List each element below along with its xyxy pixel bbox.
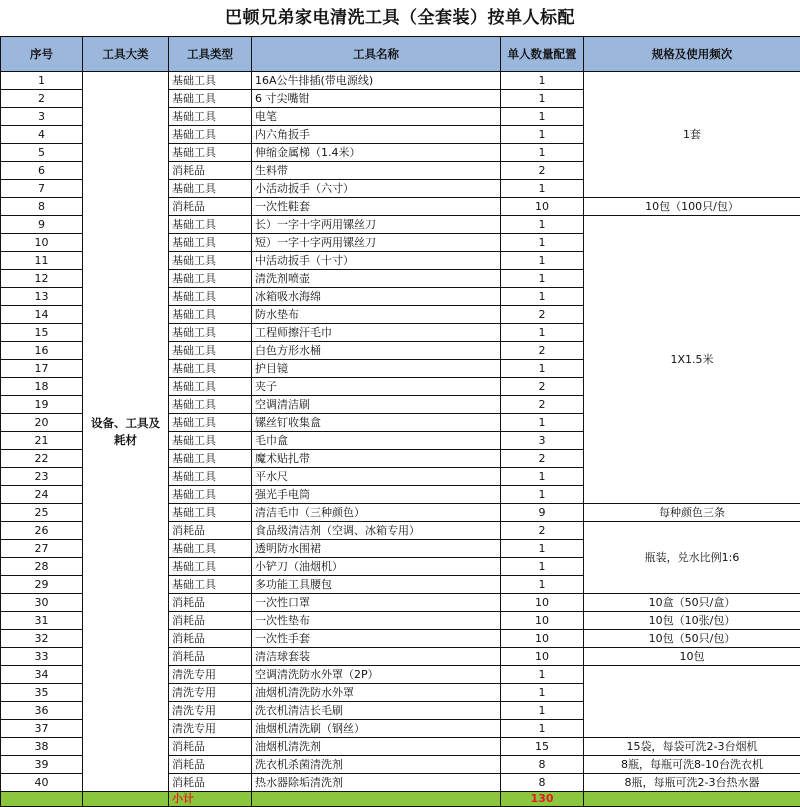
cell-type: 基础工具 [169, 540, 252, 558]
cell-tool-name: 清洗剂喷壶 [252, 270, 501, 288]
cell-type: 基础工具 [169, 126, 252, 144]
cell-qty: 1 [501, 216, 584, 234]
cell-no: 39 [1, 756, 83, 774]
cell-type: 消耗品 [169, 648, 252, 666]
cell-no: 8 [1, 198, 83, 216]
total-label: 小计 [169, 792, 252, 807]
cell-no: 30 [1, 594, 83, 612]
cell-type: 基础工具 [169, 216, 252, 234]
cell-qty: 10 [501, 612, 584, 630]
cell-qty: 15 [501, 738, 584, 756]
cell-no: 40 [1, 774, 83, 792]
cell-category: 设备、工具及耗材 [83, 72, 169, 792]
header-spec: 规格及使用频次 [584, 37, 800, 72]
cell-type: 基础工具 [169, 288, 252, 306]
cell-no: 31 [1, 612, 83, 630]
cell-tool-name: 短）一字十字两用镙丝刀 [252, 234, 501, 252]
cell-type: 清洗专用 [169, 702, 252, 720]
cell-tool-name: 中活动扳手（十寸） [252, 252, 501, 270]
cell-type: 清洗专用 [169, 684, 252, 702]
cell-type: 基础工具 [169, 180, 252, 198]
cell-spec: 1套 [584, 72, 800, 198]
cell-spec: 每种颜色三条 [584, 504, 800, 522]
cell-tool-name: 热水器除垢清洗剂 [252, 774, 501, 792]
cell-type: 消耗品 [169, 162, 252, 180]
cell-type: 基础工具 [169, 306, 252, 324]
cell-qty: 1 [501, 108, 584, 126]
cell-spec: 瓶装，兑水比例1:6 [584, 522, 800, 594]
cell-qty: 8 [501, 774, 584, 792]
cell-tool-name: 清洁毛巾（三种颜色） [252, 504, 501, 522]
cell-type: 清洗专用 [169, 666, 252, 684]
cell-spec: 10包 [584, 648, 800, 666]
table-row [1, 72, 800, 90]
cell-no: 15 [1, 324, 83, 342]
cell-qty: 10 [501, 648, 584, 666]
cell-spec: 10盒（50只/盒） [584, 594, 800, 612]
cell-spec: 1X1.5米 [584, 216, 800, 504]
cell-tool-name: 护目镜 [252, 360, 501, 378]
cell-no: 32 [1, 630, 83, 648]
cell-qty: 1 [501, 558, 584, 576]
cell-tool-name: 6 寸尖嘴钳 [252, 90, 501, 108]
cell-type: 基础工具 [169, 108, 252, 126]
total-empty-2 [83, 792, 169, 807]
cell-type: 基础工具 [169, 432, 252, 450]
cell-tool-name: 小铲刀（油烟机） [252, 558, 501, 576]
cell-tool-name: 清洁球套装 [252, 648, 501, 666]
total-qty: 130 [501, 792, 584, 807]
cell-type: 消耗品 [169, 594, 252, 612]
cell-no: 7 [1, 180, 83, 198]
cell-tool-name: 魔术贴扎带 [252, 450, 501, 468]
cell-tool-name: 洗衣机杀菌清洗剂 [252, 756, 501, 774]
cell-qty: 2 [501, 306, 584, 324]
cell-qty: 10 [501, 198, 584, 216]
cell-no: 6 [1, 162, 83, 180]
cell-type: 基础工具 [169, 576, 252, 594]
cell-no: 28 [1, 558, 83, 576]
cell-qty: 10 [501, 594, 584, 612]
cell-type: 基础工具 [169, 90, 252, 108]
header-row [1, 37, 800, 72]
cell-no: 23 [1, 468, 83, 486]
cell-qty: 1 [501, 468, 584, 486]
cell-tool-name: 一次性口罩 [252, 594, 501, 612]
cell-spec: 10包（100只/包） [584, 198, 800, 216]
cell-qty: 1 [501, 540, 584, 558]
total-row [1, 792, 800, 807]
cell-no: 22 [1, 450, 83, 468]
cell-tool-name: 工程师擦汗毛巾 [252, 324, 501, 342]
cell-type: 消耗品 [169, 612, 252, 630]
cell-qty: 1 [501, 360, 584, 378]
cell-tool-name: 空调清洁刷 [252, 396, 501, 414]
cell-type: 消耗品 [169, 630, 252, 648]
cell-no: 19 [1, 396, 83, 414]
cell-tool-name: 镙丝钉收集盒 [252, 414, 501, 432]
cell-qty: 1 [501, 684, 584, 702]
cell-qty: 2 [501, 342, 584, 360]
cell-qty: 2 [501, 378, 584, 396]
cell-no: 5 [1, 144, 83, 162]
cell-no: 29 [1, 576, 83, 594]
cell-spec: 10包（50只/包） [584, 630, 800, 648]
cell-qty: 1 [501, 180, 584, 198]
cell-qty: 1 [501, 288, 584, 306]
cell-type: 基础工具 [169, 270, 252, 288]
cell-no: 26 [1, 522, 83, 540]
cell-tool-name: 强光手电筒 [252, 486, 501, 504]
header-category: 工具大类 [83, 37, 169, 72]
cell-qty: 9 [501, 504, 584, 522]
cell-tool-name: 洗衣机清洁长毛刷 [252, 702, 501, 720]
header-name: 工具名称 [252, 37, 501, 72]
cell-type: 基础工具 [169, 450, 252, 468]
cell-type: 基础工具 [169, 558, 252, 576]
cell-type: 基础工具 [169, 486, 252, 504]
table-body [1, 72, 800, 807]
cell-qty: 1 [501, 270, 584, 288]
cell-tool-name: 平水尺 [252, 468, 501, 486]
cell-qty: 2 [501, 396, 584, 414]
cell-tool-name: 毛巾盒 [252, 432, 501, 450]
cell-qty: 3 [501, 432, 584, 450]
cell-type: 消耗品 [169, 756, 252, 774]
cell-tool-name: 长）一字十字两用镙丝刀 [252, 216, 501, 234]
cell-spec: 10包（10张/包） [584, 612, 800, 630]
cell-no: 2 [1, 90, 83, 108]
cell-tool-name: 电笔 [252, 108, 501, 126]
cell-spec [584, 666, 800, 738]
cell-tool-name: 一次性垫布 [252, 612, 501, 630]
cell-no: 1 [1, 72, 83, 90]
cell-no: 21 [1, 432, 83, 450]
cell-type: 基础工具 [169, 468, 252, 486]
sheet-title: 巴顿兄弟家电清洗工具（全套装）按单人标配 [0, 0, 800, 36]
cell-type: 基础工具 [169, 414, 252, 432]
cell-no: 27 [1, 540, 83, 558]
cell-no: 16 [1, 342, 83, 360]
cell-tool-name: 内六角扳手 [252, 126, 501, 144]
total-empty-1 [1, 792, 83, 807]
cell-tool-name: 小活动扳手（六寸） [252, 180, 501, 198]
total-empty-4 [584, 792, 800, 807]
cell-tool-name: 空调清洗防水外罩（2P） [252, 666, 501, 684]
cell-no: 11 [1, 252, 83, 270]
total-empty-3 [252, 792, 501, 807]
cell-no: 18 [1, 378, 83, 396]
cell-type: 基础工具 [169, 396, 252, 414]
cell-no: 12 [1, 270, 83, 288]
cell-qty: 2 [501, 162, 584, 180]
cell-tool-name: 防水垫布 [252, 306, 501, 324]
cell-qty: 1 [501, 576, 584, 594]
cell-no: 34 [1, 666, 83, 684]
cell-qty: 1 [501, 486, 584, 504]
cell-type: 基础工具 [169, 504, 252, 522]
cell-tool-name: 伸缩金属梯（1.4米） [252, 144, 501, 162]
cell-qty: 1 [501, 90, 584, 108]
cell-tool-name: 透明防水围裙 [252, 540, 501, 558]
cell-qty: 1 [501, 414, 584, 432]
cell-type: 消耗品 [169, 522, 252, 540]
cell-no: 24 [1, 486, 83, 504]
cell-type: 清洗专用 [169, 720, 252, 738]
cell-type: 基础工具 [169, 252, 252, 270]
header-no: 序号 [1, 37, 83, 72]
cell-no: 36 [1, 702, 83, 720]
cell-no: 33 [1, 648, 83, 666]
cell-qty: 1 [501, 252, 584, 270]
cell-no: 38 [1, 738, 83, 756]
cell-no: 14 [1, 306, 83, 324]
cell-type: 基础工具 [169, 72, 252, 90]
cell-no: 37 [1, 720, 83, 738]
cell-type: 基础工具 [169, 378, 252, 396]
cell-tool-name: 多功能工具腰包 [252, 576, 501, 594]
cell-type: 基础工具 [169, 342, 252, 360]
cell-tool-name: 食品级清洁剂（空调、冰箱专用） [252, 522, 501, 540]
cell-no: 9 [1, 216, 83, 234]
cell-qty: 1 [501, 126, 584, 144]
cell-tool-name: 油烟机清洗剂 [252, 738, 501, 756]
cell-qty: 1 [501, 720, 584, 738]
cell-spec: 8瓶，每瓶可洗2-3台热水器 [584, 774, 800, 792]
cell-type: 基础工具 [169, 324, 252, 342]
cell-no: 20 [1, 414, 83, 432]
cell-type: 消耗品 [169, 774, 252, 792]
cell-no: 13 [1, 288, 83, 306]
cell-type: 基础工具 [169, 360, 252, 378]
cell-tool-name: 夹子 [252, 378, 501, 396]
tool-table [0, 36, 800, 807]
cell-tool-name: 油烟机清洗刷（钢丝） [252, 720, 501, 738]
cell-type: 消耗品 [169, 738, 252, 756]
cell-type: 基础工具 [169, 234, 252, 252]
cell-tool-name: 油烟机清洗防水外罩 [252, 684, 501, 702]
cell-no: 35 [1, 684, 83, 702]
cell-no: 10 [1, 234, 83, 252]
cell-tool-name: 一次性手套 [252, 630, 501, 648]
cell-no: 17 [1, 360, 83, 378]
cell-qty: 10 [501, 630, 584, 648]
cell-type: 消耗品 [169, 198, 252, 216]
header-qty: 单人数量配置 [501, 37, 584, 72]
cell-qty: 1 [501, 324, 584, 342]
cell-spec: 8瓶，每瓶可洗8-10台洗衣机 [584, 756, 800, 774]
cell-qty: 2 [501, 450, 584, 468]
cell-qty: 8 [501, 756, 584, 774]
cell-qty: 1 [501, 666, 584, 684]
cell-no: 3 [1, 108, 83, 126]
cell-type: 基础工具 [169, 144, 252, 162]
cell-qty: 1 [501, 234, 584, 252]
cell-tool-name: 16A公牛排插(带电源线) [252, 72, 501, 90]
header-type: 工具类型 [169, 37, 252, 72]
cell-tool-name: 生料带 [252, 162, 501, 180]
cell-tool-name: 白色方形水桶 [252, 342, 501, 360]
cell-qty: 1 [501, 72, 584, 90]
cell-no: 4 [1, 126, 83, 144]
cell-tool-name: 一次性鞋套 [252, 198, 501, 216]
cell-spec: 15袋，每袋可洗2-3台烟机 [584, 738, 800, 756]
cell-qty: 2 [501, 522, 584, 540]
cell-no: 25 [1, 504, 83, 522]
cell-qty: 1 [501, 702, 584, 720]
cell-tool-name: 冰箱吸水海绵 [252, 288, 501, 306]
cell-qty: 1 [501, 144, 584, 162]
